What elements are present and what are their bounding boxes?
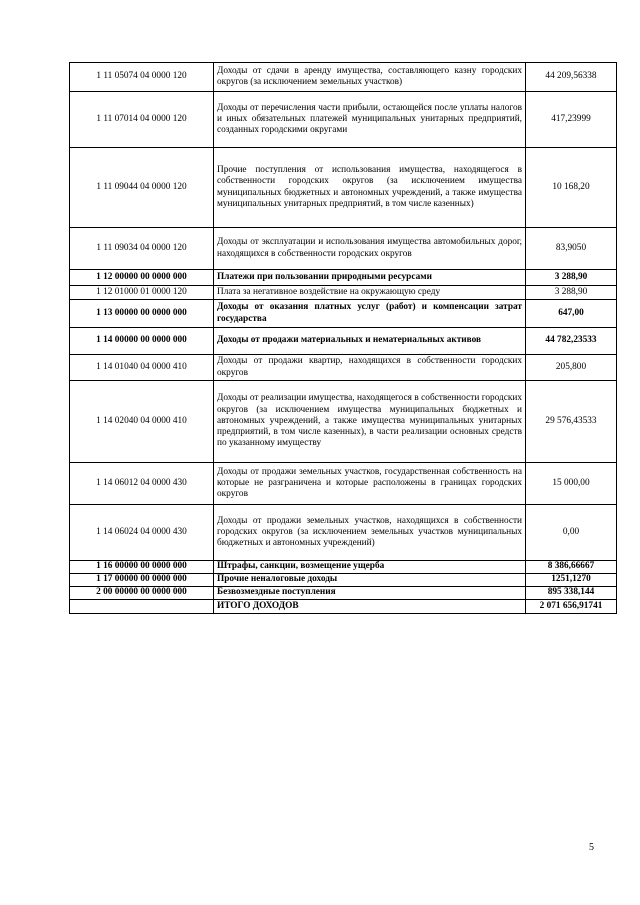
- table-row: [70, 286, 617, 300]
- row-name: Прочие неналоговые доходы: [214, 574, 526, 587]
- row-code: 1 11 09044 04 0000 120: [70, 148, 214, 228]
- row-amount: 205,800: [526, 355, 617, 381]
- table-row: [70, 92, 617, 148]
- row-name: Доходы от эксплуатации и использования имущества автомобильных дорог, находящихся в собственности городских округов: [214, 228, 526, 270]
- row-code: 1 14 00000 00 0000 000: [70, 328, 214, 355]
- revenue-table: [69, 62, 617, 614]
- table-row: [70, 463, 617, 505]
- row-name: Доходы от продажи материальных и нематериальных активов: [214, 328, 526, 355]
- row-amount: 2 071 656,91741: [526, 600, 617, 614]
- table-row: [70, 587, 617, 600]
- row-amount: 3 288,90: [526, 270, 617, 286]
- row-name: Штрафы, санкции, возмещение ущерба: [214, 561, 526, 574]
- table-row: [70, 270, 617, 286]
- row-name: Доходы от продажи земельных участков, государственная собственность на которые не разграничена и которые расположены в границах городских округов: [214, 463, 526, 505]
- row-amount: 10 168,20: [526, 148, 617, 228]
- row-code: 2 00 00000 00 0000 000: [70, 587, 214, 600]
- row-amount: 15 000,00: [526, 463, 617, 505]
- row-code: 1 16 00000 00 0000 000: [70, 561, 214, 574]
- table-row: [70, 574, 617, 587]
- row-amount: 29 576,43533: [526, 381, 617, 463]
- row-amount: 647,00: [526, 300, 617, 328]
- row-code: 1 11 05074 04 0000 120: [70, 63, 214, 92]
- row-name: Доходы от продажи квартир, находящихся в собственности городских округов: [214, 355, 526, 381]
- table-row: [70, 381, 617, 463]
- row-name: Доходы от продажи земельных участков, находящихся в собственности городских округов (за исключением земельных участков муниципальных бюджетных и автономных учреждений): [214, 505, 526, 561]
- table-row: [70, 63, 617, 92]
- row-name: Плата за негативное воздействие на окружающую среду: [214, 286, 526, 300]
- row-name: Доходы от реализации имущества, находящегося в собственности городских округов (за исключением имущества муниципальных бюджетных и автономных учреждений, а также имущества муниципальных унитарных предприятий, в том числе казенных), в части реализации основных средств по указанному имуществу: [214, 381, 526, 463]
- row-amount: 895 338,144: [526, 587, 617, 600]
- table-row: [70, 355, 617, 381]
- table-row: [70, 600, 617, 614]
- row-code: 1 17 00000 00 0000 000: [70, 574, 214, 587]
- table-row: [70, 505, 617, 561]
- row-code: 1 11 09034 04 0000 120: [70, 228, 214, 270]
- row-amount: 1251,1270: [526, 574, 617, 587]
- row-amount: 44 209,56338: [526, 63, 617, 92]
- row-code: 1 14 01040 04 0000 410: [70, 355, 214, 381]
- row-name: Доходы от оказания платных услуг (работ) и компенсации затрат государства: [214, 300, 526, 328]
- row-name: Прочие поступления от использования имущества, находящегося в собственности городских округов (за исключением имущества муниципальных бюджетных и автономных учреждений, а также имущества муниципальных унитарных предприятий, в том числе казенных): [214, 148, 526, 228]
- row-code: 1 14 06012 04 0000 430: [70, 463, 214, 505]
- row-amount: 3 288,90: [526, 286, 617, 300]
- row-amount: 8 386,66667: [526, 561, 617, 574]
- row-name: Доходы от перечисления части прибыли, остающейся после уплаты налогов и иных обязательных платежей муниципальных унитарных предприятий, созданных городскими округами: [214, 92, 526, 148]
- table-row: [70, 300, 617, 328]
- row-code: [70, 600, 214, 614]
- row-code: 1 14 02040 04 0000 410: [70, 381, 214, 463]
- row-code: 1 13 00000 00 0000 000: [70, 300, 214, 328]
- table-row: [70, 328, 617, 355]
- table-row: [70, 148, 617, 228]
- row-name: Доходы от сдачи в аренду имущества, составляющего казну городских округов (за исключением земельных участков): [214, 63, 526, 92]
- row-amount: 417,23999: [526, 92, 617, 148]
- row-code: 1 12 00000 00 0000 000: [70, 270, 214, 286]
- page-number: 5: [589, 842, 594, 853]
- row-code: 1 14 06024 04 0000 430: [70, 505, 214, 561]
- row-code: 1 11 07014 04 0000 120: [70, 92, 214, 148]
- row-amount: 44 782,23533: [526, 328, 617, 355]
- row-amount: 83,9050: [526, 228, 617, 270]
- table-row: [70, 228, 617, 270]
- table-row: [70, 561, 617, 574]
- row-name: Платежи при пользовании природными ресурсами: [214, 270, 526, 286]
- row-name: Безвозмездные поступления: [214, 587, 526, 600]
- row-amount: 0,00: [526, 505, 617, 561]
- row-name: ИТОГО ДОХОДОВ: [214, 600, 526, 614]
- row-code: 1 12 01000 01 0000 120: [70, 286, 214, 300]
